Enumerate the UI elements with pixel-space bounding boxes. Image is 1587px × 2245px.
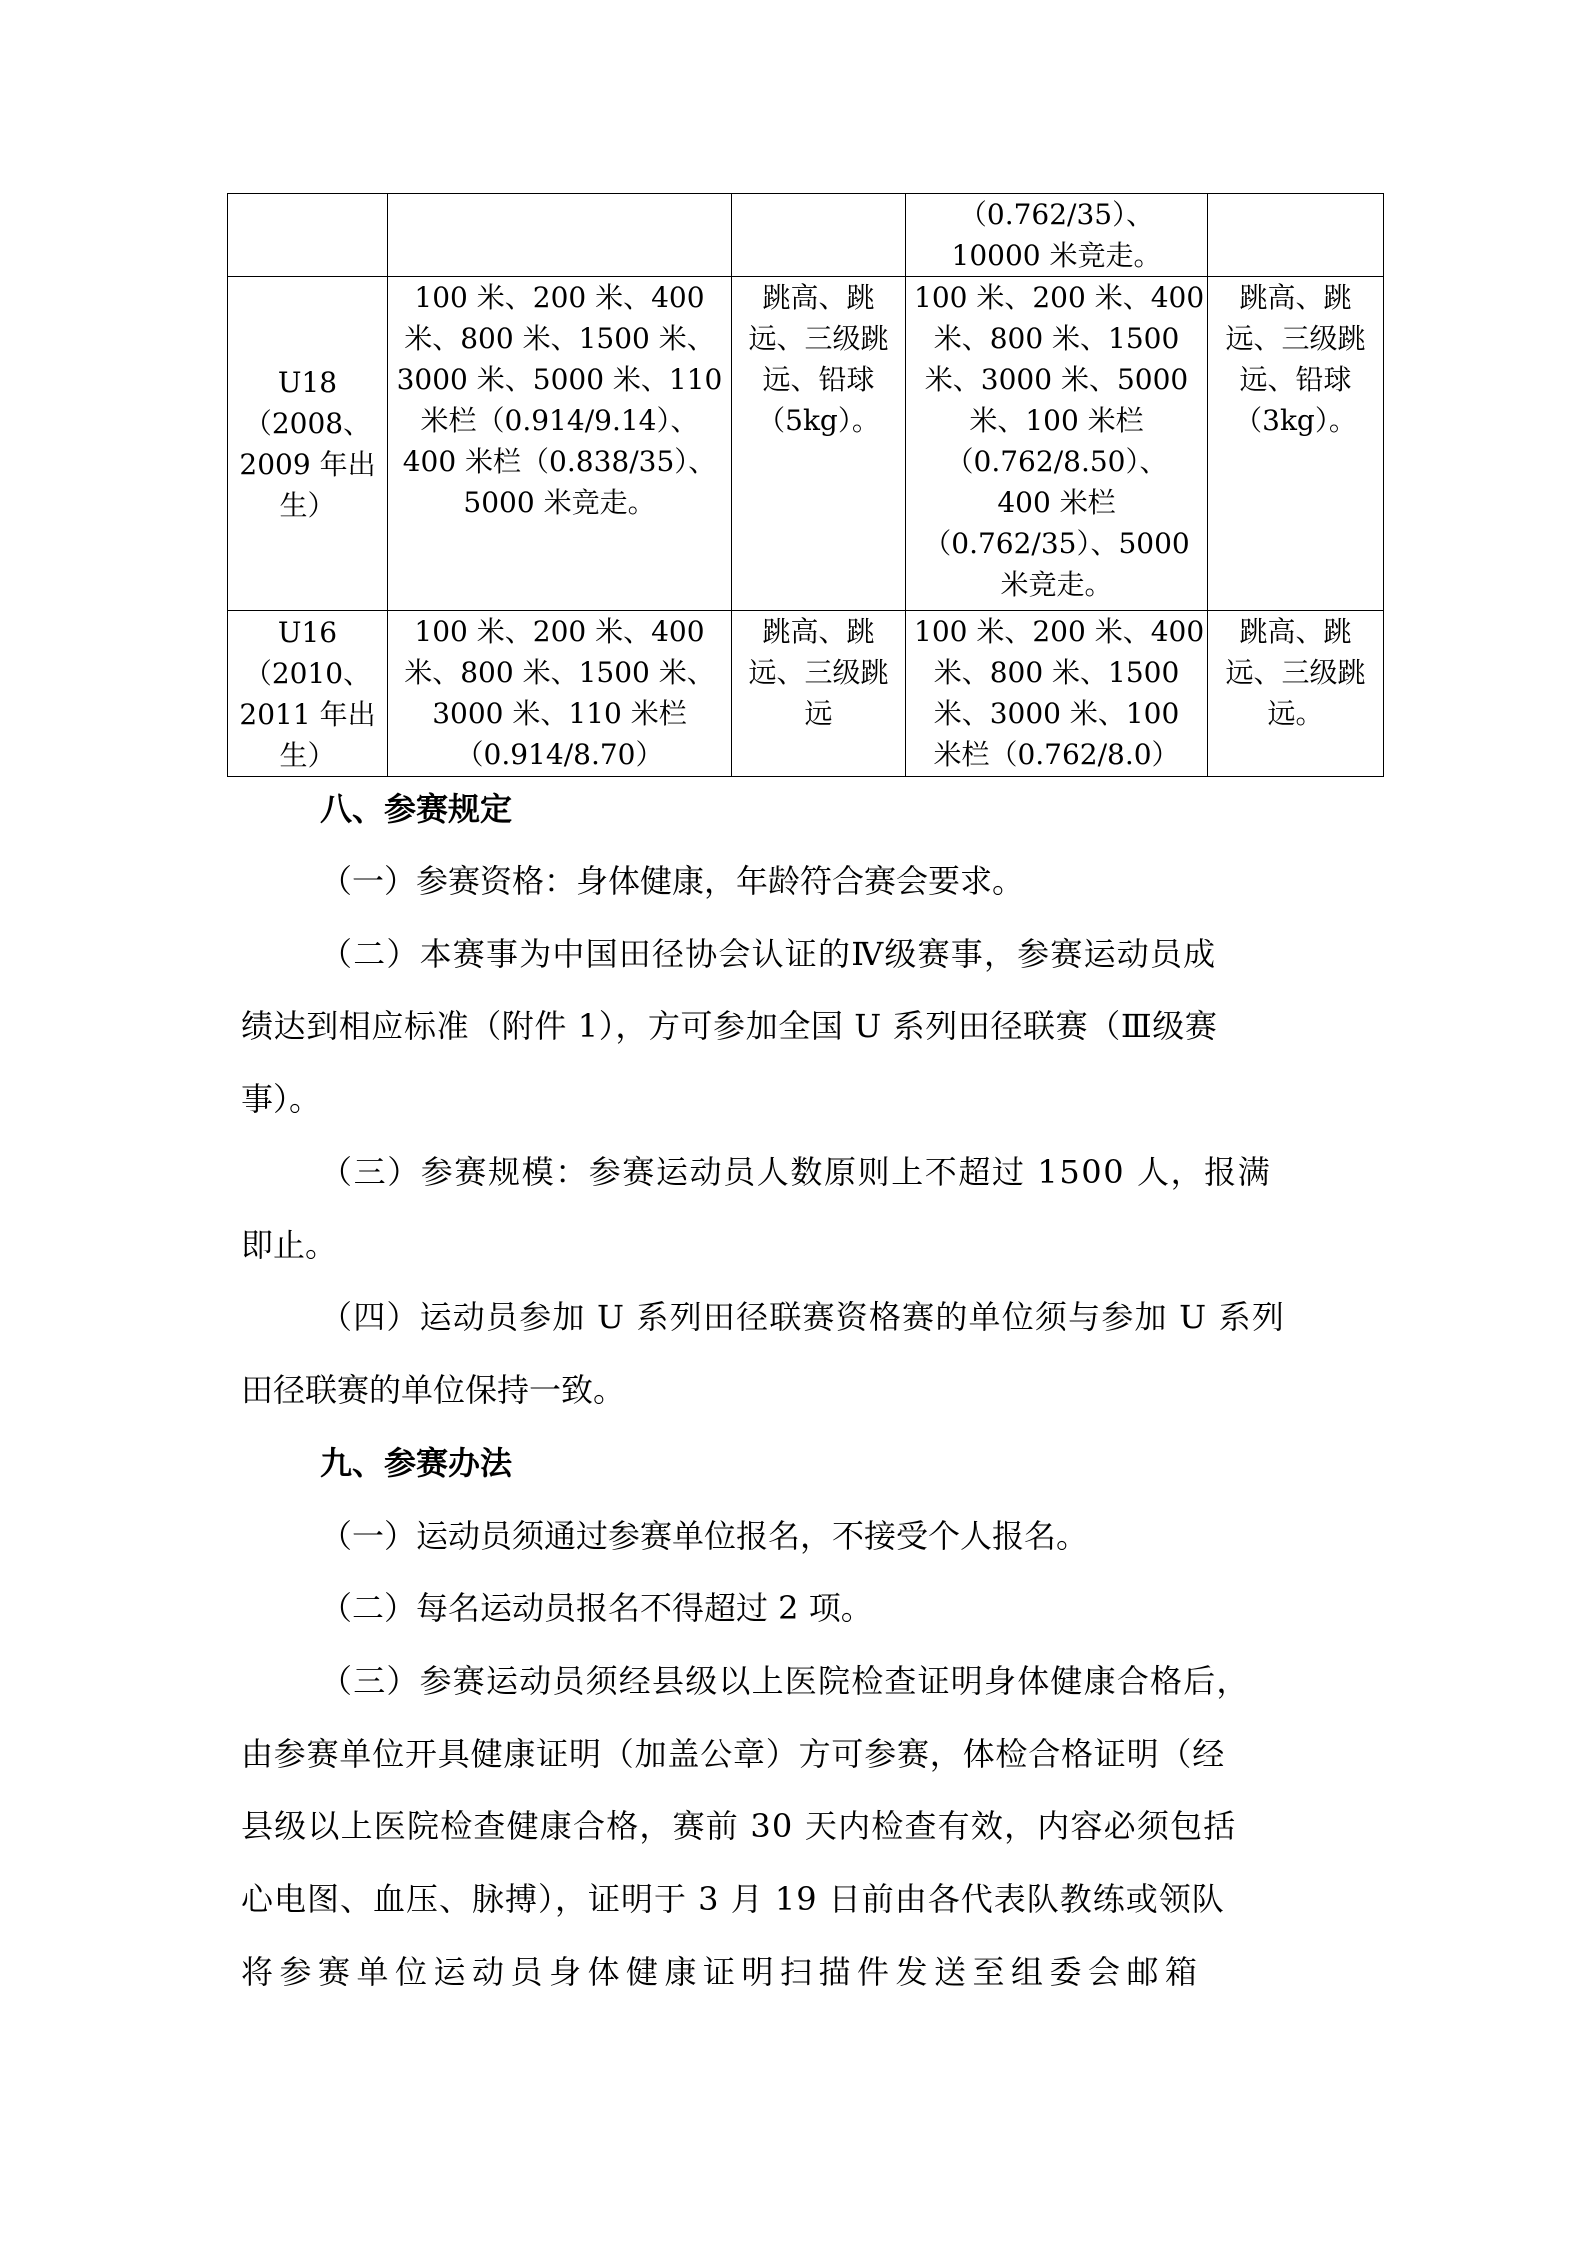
cell-text-line: 2009 年出 [239, 447, 376, 481]
women-field-cell [1208, 194, 1384, 277]
section-8-paragraph-4-line-1: （四）运动员参加 U 系列田径联赛资格赛的单位须与参加 U 系列 [320, 1298, 1286, 1336]
men-field-cell [732, 277, 906, 611]
section-8-paragraph-2-line-2: 绩达到相应标准（附件 1），方可参加全国 U 系列田径联赛（Ⅲ级赛 [241, 1007, 1218, 1045]
section-9-paragraph-3-line-3: 县级以上医院检查健康合格，赛前 30 天内检查有效，内容必须包括 [241, 1807, 1237, 1845]
women-track-cell [906, 611, 1208, 777]
women-track-cell [906, 277, 1208, 611]
cell-text-line: U16 [277, 615, 338, 649]
group-cell [228, 194, 388, 277]
cell-text-line: （2010、 [243, 656, 372, 690]
cell-text-line: 100 米、200 米、400 [914, 615, 1205, 648]
men-track-cell [388, 611, 732, 777]
cell-text-line: 400 米栏（0.838/35）、 [402, 445, 717, 478]
section-8-paragraph-2-line-3: 事）。 [241, 1080, 322, 1118]
men-track-cell [388, 194, 732, 277]
cell-text-line: 米、3000 米、5000 [924, 363, 1189, 396]
section-8-paragraph-3-line-2: 即止。 [241, 1226, 338, 1264]
cell-text-line: 远、三级跳 [748, 656, 889, 689]
cell-text-line: 100 米、200 米、400 [414, 281, 705, 314]
cell-text-line: 米、100 米栏 [969, 404, 1144, 437]
section-9-paragraph-2: （二）每名运动员报名不得超过 2 项。 [320, 1589, 873, 1627]
cell-text-line: 3000 米、110 米栏 [432, 697, 687, 730]
women-field-cell [1208, 277, 1384, 611]
cell-text-line: 远、三级跳 [1225, 322, 1366, 355]
cell-text-line: 远 [804, 697, 833, 730]
section-8-title: 八、参赛规定 [320, 790, 513, 828]
cell-text-line: （0.914/8.70） [455, 738, 664, 771]
cell-text-line: 跳高、跳 [762, 615, 875, 648]
section-9-title: 九、参赛办法 [320, 1444, 513, 1482]
women-field-cell [1208, 611, 1384, 777]
table-row [228, 611, 1384, 777]
cell-text-line: 米栏（0.914/9.14）、 [420, 404, 699, 437]
men-field-cell [732, 194, 906, 277]
section-9-paragraph-3-line-5: 将参赛单位运动员身体健康证明扫描件发送至组委会邮箱 [241, 1953, 1204, 1991]
section-8-paragraph-3-line-1: （三）参赛规模：参赛运动员人数原则上不超过 1500 人，报满 [320, 1153, 1272, 1191]
cell-text-line: （5kg）。 [757, 404, 880, 437]
cell-text-line: 远、三级跳 [1225, 656, 1366, 689]
cell-text-line: 米竞走。 [1000, 568, 1113, 601]
group-cell [228, 277, 388, 611]
cell-text-line: 远、铅球 [1239, 363, 1352, 396]
section-8-paragraph-4-line-2: 田径联赛的单位保持一致。 [241, 1371, 626, 1409]
cell-text-line: 米栏（0.762/8.0） [933, 738, 1180, 771]
cell-text-line: 跳高、跳 [1239, 615, 1352, 648]
cell-text-line: （3kg）。 [1234, 404, 1357, 437]
cell-text-line: 远。 [1267, 697, 1324, 730]
cell-text-line: （0.762/35）、5000 [923, 527, 1190, 560]
cell-text-line: 米、800 米、1500 [933, 656, 1180, 689]
cell-text-line: 米、800 米、1500 米、 [404, 656, 715, 689]
table-row [228, 277, 1384, 611]
cell-text-line: U18 [277, 365, 338, 399]
table-row [228, 194, 1384, 277]
cell-text-line: 米、800 米、1500 米、 [404, 322, 715, 355]
cell-text-line: 米、800 米、1500 [933, 322, 1180, 355]
cell-text-line: 400 米栏 [997, 486, 1116, 519]
group-cell [228, 611, 388, 777]
cell-text-line: 生） [279, 738, 336, 772]
cell-text-line: （0.762/35）、 [958, 198, 1155, 231]
section-9-paragraph-3-line-1: （三）参赛运动员须经县级以上医院检查证明身体健康合格后， [320, 1662, 1250, 1700]
cell-text-line: 远、三级跳 [748, 322, 889, 355]
cell-text-line: （2008、 [243, 406, 372, 440]
cell-text-line: 2011 年出 [239, 697, 376, 731]
cell-text-line: 10000 米竞走。 [951, 239, 1162, 272]
cell-text-line: 生） [279, 488, 336, 522]
cell-text-line: （0.762/8.50）、 [945, 445, 1168, 478]
section-8-paragraph-2-line-1: （二）本赛事为中国田径协会认证的Ⅳ级赛事，参赛运动员成 [320, 935, 1217, 973]
section-9-paragraph-1: （一）运动员须通过参赛单位报名，不接受个人报名。 [320, 1517, 1089, 1555]
events-table [227, 193, 1384, 777]
cell-text-line: 米、3000 米、100 [933, 697, 1180, 730]
section-9-paragraph-3-line-2: 由参赛单位开具健康证明（加盖公章）方可参赛，体检合格证明（经 [241, 1735, 1226, 1773]
cell-text-line: 3000 米、5000 米、110 [396, 363, 723, 396]
men-field-cell [732, 611, 906, 777]
cell-text-line: 100 米、200 米、400 [414, 615, 705, 648]
women-track-cell [906, 194, 1208, 277]
cell-text-line: 100 米、200 米、400 [914, 281, 1205, 314]
men-track-cell [388, 277, 732, 611]
section-8-paragraph-1: （一）参赛资格：身体健康，年龄符合赛会要求。 [320, 862, 1025, 900]
cell-text-line: 跳高、跳 [1239, 281, 1352, 314]
cell-text-line: 远、铅球 [762, 363, 875, 396]
cell-text-line: 跳高、跳 [762, 281, 875, 314]
cell-text-line: 5000 米竞走。 [463, 486, 656, 519]
section-9-paragraph-3-line-4: 心电图、血压、脉搏），证明于 3 月 19 日前由各代表队教练或领队 [241, 1880, 1225, 1918]
